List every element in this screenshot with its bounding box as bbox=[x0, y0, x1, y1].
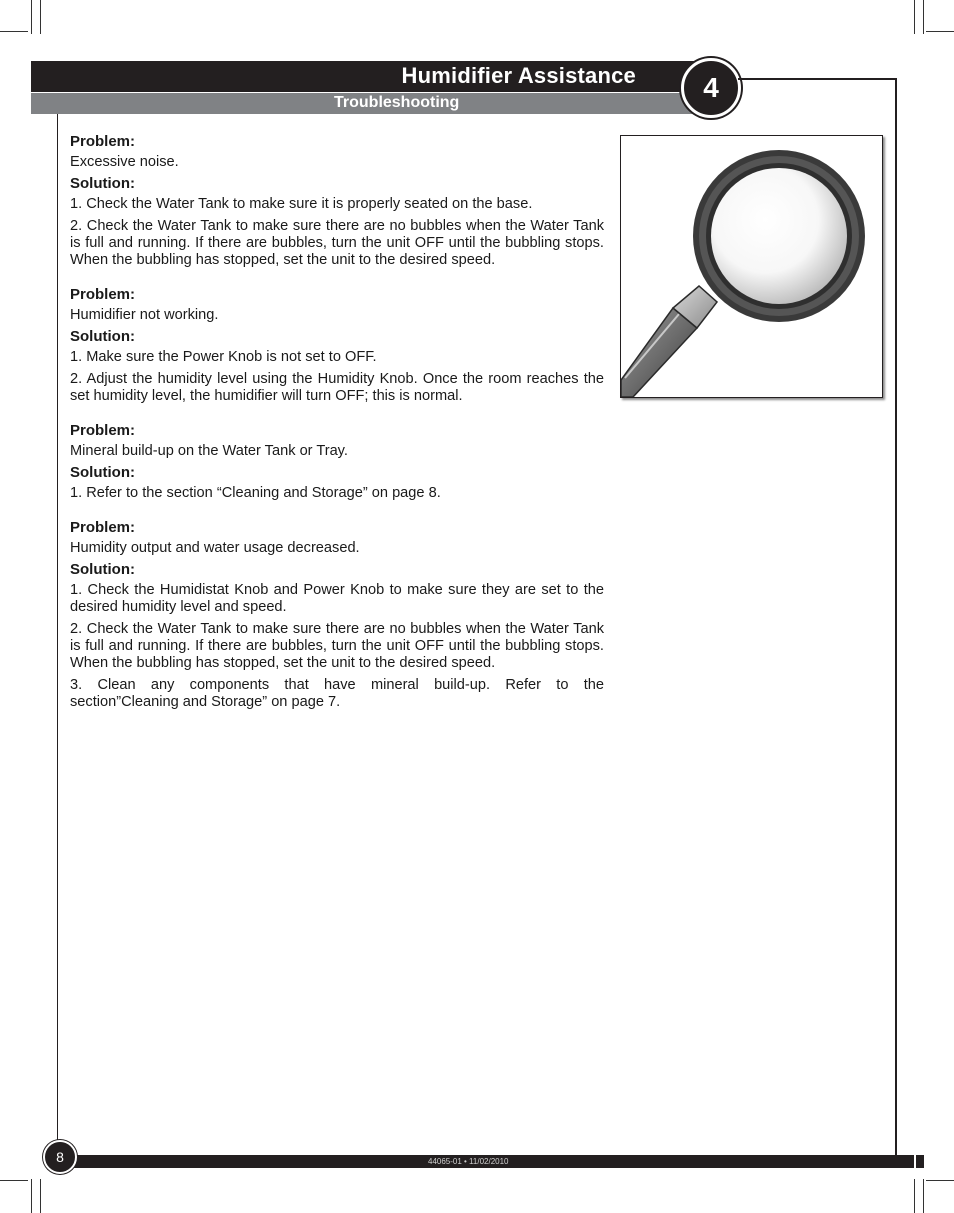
footer-bar bbox=[58, 1155, 914, 1168]
solution-label: Solution: bbox=[70, 561, 135, 578]
illustration-frame bbox=[620, 135, 883, 398]
problem-text: Humidifier not working. bbox=[70, 307, 219, 323]
crop-mark bbox=[40, 0, 41, 34]
solution-step: 1. Refer to the section “Cleaning and Storage” on page 8. bbox=[70, 485, 441, 501]
troubleshooting-item bbox=[70, 133, 604, 269]
solution-step: 3. Clean any components that have mineral build-up. Refer to the section”Cleaning and Storage” on page 7. bbox=[70, 677, 604, 710]
solution-step: 2. Check the Water Tank to make sure there are no bubbles when the Water Tank is full and running. If there are bubbles, turn the unit OFF until the bubbling stops. When the bubbling has stopped, set the unit to the desired speed. bbox=[70, 218, 604, 268]
frame-line bbox=[57, 114, 58, 1154]
solution-step: 1. Check the Water Tank to make sure it is properly seated on the base. bbox=[70, 196, 533, 212]
problem-label: Problem: bbox=[70, 286, 136, 303]
page-title: Humidifier Assistance bbox=[401, 63, 636, 88]
crop-mark bbox=[923, 0, 924, 34]
crop-mark bbox=[40, 1179, 41, 1213]
troubleshooting-item bbox=[70, 286, 604, 405]
problem-text: Excessive noise. bbox=[70, 154, 179, 170]
solution-step: 2. Adjust the humidity level using the Humidity Knob. Once the room reaches the set humidity level, the humidifier will turn OFF; this is normal. bbox=[70, 371, 604, 404]
problem-text: Humidity output and water usage decreased. bbox=[70, 540, 360, 556]
chapter-number-badge: 4 bbox=[681, 58, 741, 118]
solution-step: 1. Check the Humidistat Knob and Power Knob to make sure they are set to the desired humidity level and speed. bbox=[70, 582, 604, 615]
crop-mark bbox=[31, 1179, 32, 1213]
frame-line bbox=[895, 78, 897, 1156]
crop-mark bbox=[0, 31, 28, 32]
crop-mark bbox=[914, 0, 915, 34]
header-bar bbox=[31, 61, 711, 92]
magnifying-glass-icon bbox=[621, 136, 882, 397]
frame-line bbox=[738, 78, 897, 80]
crop-mark bbox=[31, 0, 32, 34]
document-code: 44065-01 • 11/02/2010 bbox=[428, 1157, 509, 1166]
solution-step: 1. Make sure the Power Knob is not set to OFF. bbox=[70, 349, 377, 365]
page-number: 8 bbox=[43, 1140, 77, 1174]
crop-mark bbox=[926, 1180, 954, 1181]
problem-label: Problem: bbox=[70, 133, 136, 150]
solution-label: Solution: bbox=[70, 464, 135, 481]
section-title: Troubleshooting bbox=[334, 94, 460, 111]
troubleshooting-content bbox=[70, 133, 604, 728]
problem-text: Mineral build-up on the Water Tank or Tray. bbox=[70, 443, 348, 459]
crop-mark bbox=[914, 1179, 915, 1213]
solution-label: Solution: bbox=[70, 175, 135, 192]
crop-mark bbox=[923, 1179, 924, 1213]
problem-label: Problem: bbox=[70, 422, 136, 439]
troubleshooting-item bbox=[70, 519, 604, 711]
solution-label: Solution: bbox=[70, 328, 135, 345]
subheader-bar bbox=[31, 93, 703, 114]
footer-mark bbox=[916, 1155, 924, 1168]
crop-mark bbox=[926, 31, 954, 32]
solution-step: 2. Check the Water Tank to make sure there are no bubbles when the Water Tank is full and running. If there are bubbles, turn the unit OFF until the bubbling stops. When the bubbling has stopped, set the unit to the desired speed. bbox=[70, 621, 604, 671]
troubleshooting-item bbox=[70, 422, 604, 502]
crop-mark bbox=[0, 1180, 28, 1181]
problem-label: Problem: bbox=[70, 519, 136, 536]
